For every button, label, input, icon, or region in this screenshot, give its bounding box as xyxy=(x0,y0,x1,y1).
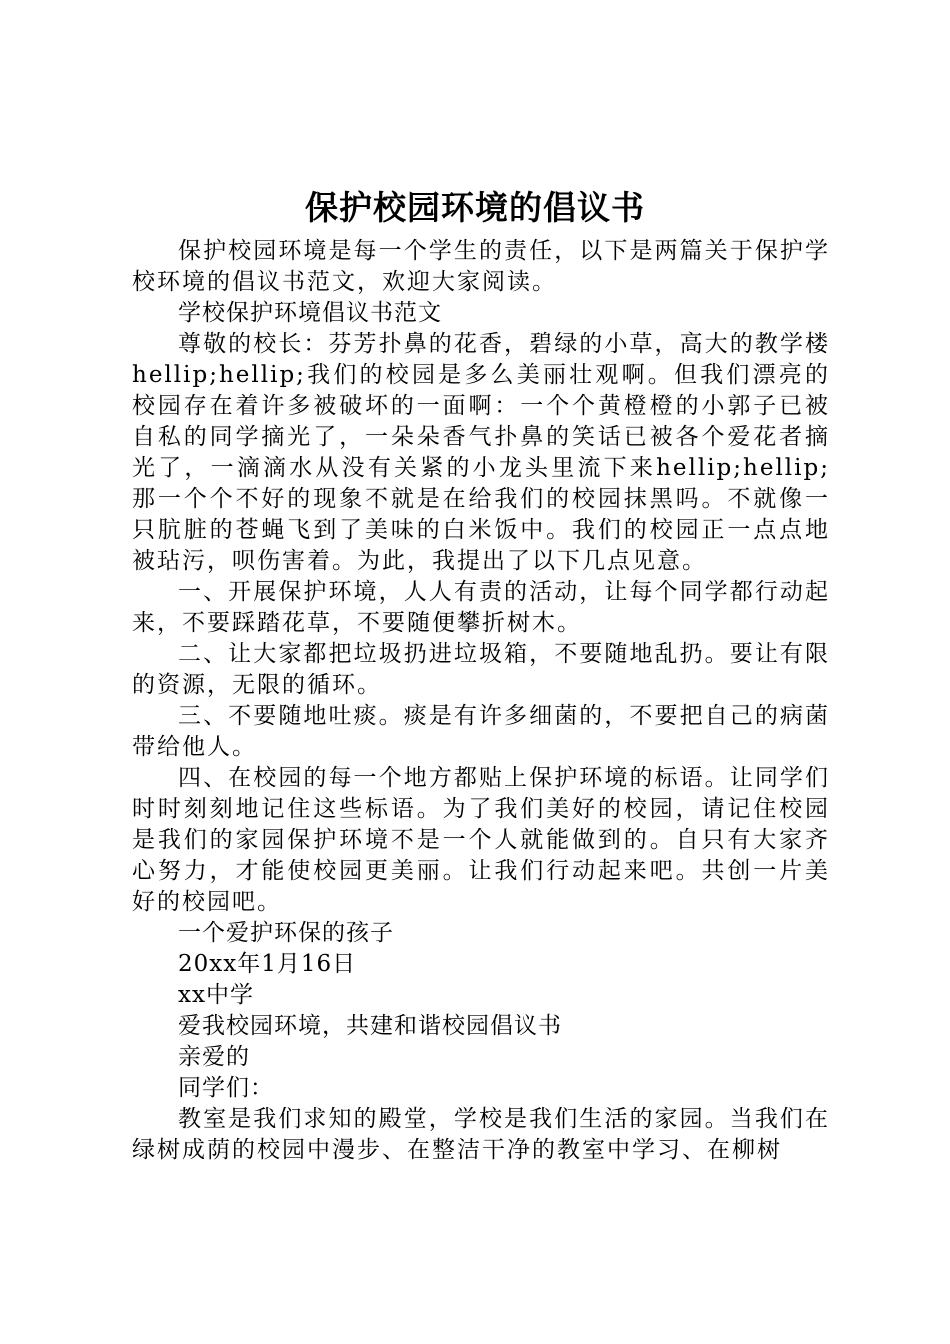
body-paragraph: 尊敬的校长：芬芳扑鼻的花香，碧绿的小草，高大的教学楼hellip;hellip;我们的校园是多么美丽壮观啊。但我们漂亮的校园存在着许多被破坏的一面啊：一个个黄橙橙的小郭子已被自私的同学摘光了，一朵朵香气扑鼻的笑话已被各个爱花者摘光了，一滴滴水从没有关紧的小龙头里流下来hellip;hellip;那一个个不好的现象不就是在给我们的校园抹黑吗。不就像一只肮脏的苍蝇飞到了美味的白米饭中。我们的校园正一点点地被玷污，呗伤害着。为此，我提出了以下几点见意。 xyxy=(132,331,830,574)
page-title: 保护校园环境的倡议书 xyxy=(305,188,645,227)
body-paragraph: 一、开展保护环境，人人有责的活动，让每个同学都行动起来，不要踩踏花草，不要随便攀折树木。 xyxy=(132,579,830,636)
body-paragraph: 二、让大家都把垃圾扔进垃圾箱，不要随地乱扔。要让有限的资源，无限的循环。 xyxy=(132,641,830,698)
body-paragraph: 四、在校园的每一个地方都贴上保护环境的标语。让同学们时时刻刻地记住这些标语。为了我们美好的校园，请记住校园是我们的家园保护环境不是一个人就能做到的。自只有大家齐心努力，才能使校园更美丽。让我们行动起来吧。共创一片美好的校园吧。 xyxy=(132,765,830,915)
section-heading: 学校保护环境倡议书范文 xyxy=(178,300,442,326)
date-line: 20xx年1月16日 xyxy=(178,951,357,977)
document-body xyxy=(132,236,830,1166)
intro-paragraph: 保护校园环境是每一个学生的责任，以下是两篇关于保护学校环境的倡议书范文，欢迎大家阅读。 xyxy=(132,238,830,295)
signature-line: 一个爱护环保的孩子 xyxy=(178,920,394,946)
salutation-line: 同学们： xyxy=(178,1075,274,1101)
salutation-line: 亲爱的 xyxy=(178,1044,250,1070)
school-line: xx中学 xyxy=(178,982,254,1008)
body-paragraph: 教室是我们求知的殿堂，学校是我们生活的家园。当我们在绿树成荫的校园中漫步、在整洁干净的教室中学习、在柳树 xyxy=(132,1106,830,1163)
section-heading: 爱我校园环境，共建和谐校园倡议书 xyxy=(178,1013,562,1039)
body-paragraph: 三、不要随地吐痰。痰是有许多细菌的，不要把自己的病菌带给他人。 xyxy=(132,703,830,760)
